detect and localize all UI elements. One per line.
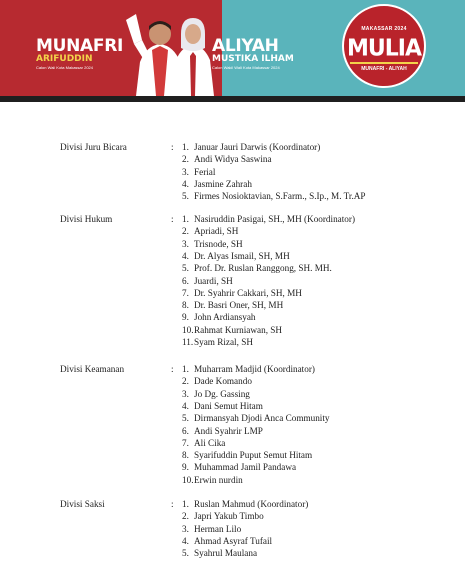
member-number: 7. (182, 287, 189, 298)
member-name: Jo Dg. Gassing (194, 388, 250, 399)
candidate1-role: Calon Wali Kota Makassar 2024 (36, 65, 93, 70)
member-number: 3. (182, 166, 189, 177)
member-number: 10. (182, 474, 194, 485)
candidate2-role: Calon Wakil Wali Kota Makassar 2024 (212, 65, 280, 70)
division-name: Divisi Saksi (60, 499, 105, 509)
candidate1-last-name: ARIFUDDIN (36, 54, 93, 64)
member-number: 9. (182, 462, 189, 473)
member-number: 3. (182, 388, 189, 399)
member-name: Dade Komando (194, 376, 252, 387)
candidate1-first-name: MUNAFRI (36, 36, 124, 56)
member-number: 10. (182, 324, 194, 335)
division-name: Divisi Juru Bicara (60, 142, 127, 152)
member-name: Muhammad Jamil Pandawa (194, 462, 297, 473)
member-number: 1. (182, 214, 189, 224)
member-name: Trisnode, SH (194, 238, 243, 249)
division-name: Divisi Keamanan (60, 364, 125, 374)
member-number: 8. (182, 450, 189, 461)
member-name: Ferial (194, 166, 216, 177)
member-name: Japri Yakub Timbo (194, 511, 264, 522)
candidate2-first-name: ALIYAH (212, 36, 279, 56)
member-number: 6. (182, 425, 189, 436)
member-name: Ruslan Mahmud (Koordinator) (194, 499, 309, 509)
member-name: Dirmansyah Djodi Anca Community (194, 413, 330, 424)
member-name: Andi Widya Saswina (194, 154, 272, 165)
member-name: Syam Rizal, SH (194, 337, 253, 347)
member-name: Andi Syahrir LMP (194, 425, 263, 436)
division-colon: : (171, 499, 174, 509)
member-number: 5. (182, 548, 189, 559)
member-name: Dr. Basri Oner, SH, MH (194, 300, 284, 311)
member-number: 5. (182, 263, 189, 274)
member-name: Syarifuddin Puput Semut Hitam (194, 450, 313, 461)
member-number: 11. (182, 337, 194, 347)
member-name: Rahmat Kurniawan, SH (194, 324, 283, 335)
member-name: Firmes Nosioktavian, S.Farm., S.Ip., M. Tr.AP (194, 191, 366, 202)
member-number: 3. (182, 238, 189, 249)
member-number: 8. (182, 300, 189, 311)
member-name: Dr. Alyas Ismail, SH, MH (194, 250, 290, 261)
member-name: Erwin nurdin (194, 474, 243, 485)
member-number: 7. (182, 437, 189, 448)
member-name: Prof. Dr. Ruslan Ranggong, SH. MH. (194, 263, 332, 274)
member-number: 1. (182, 142, 189, 152)
member-number: 4. (182, 178, 189, 189)
member-name: Apriadi, SH (194, 226, 239, 237)
member-name: Ahmad Asyraf Tufail (194, 535, 273, 546)
member-number: 2. (182, 511, 189, 522)
logo-word: MULIA (347, 35, 421, 62)
member-number: 9. (182, 312, 189, 323)
member-number: 5. (182, 191, 189, 202)
member-name: Juardi, SH (194, 275, 233, 286)
member-number: 6. (182, 275, 189, 286)
member-number: 4. (182, 400, 189, 411)
division-name: Divisi Hukum (60, 214, 113, 224)
member-number: 3. (182, 523, 189, 534)
member-number: 1. (182, 499, 189, 509)
member-number: 2. (182, 376, 189, 387)
member-number: 2. (182, 154, 189, 165)
member-name: Muharram Madjid (Koordinator) (194, 364, 315, 374)
member-name: Herman Lilo (194, 523, 242, 534)
division-colon: : (171, 142, 174, 152)
member-name: Jasmine Zahrah (194, 178, 252, 189)
member-number: 2. (182, 226, 189, 237)
division-colon: : (171, 214, 174, 224)
logo-top-text: MAKASSAR 2024 (361, 26, 407, 32)
member-name: Dani Semut Hitam (194, 400, 263, 411)
member-number: 5. (182, 413, 189, 424)
member-name: Ali Cika (194, 437, 226, 448)
member-name: Dr. Syahrir Cakkari, SH, MH (194, 287, 302, 298)
member-name: Januar Jauri Darwis (Koordinator) (194, 142, 321, 152)
logo-sub-text: MUNAFRI - ALIYAH (361, 66, 407, 72)
member-name: Nasiruddin Pasigai, SH., MH (Koordinator) (194, 214, 356, 224)
member-number: 4. (182, 250, 189, 261)
member-number: 4. (182, 535, 189, 546)
member-name: Syahrul Maulana (194, 548, 258, 559)
member-name: John Ardiansyah (194, 312, 256, 323)
division-colon: : (171, 364, 174, 374)
member-number: 1. (182, 364, 189, 374)
candidate2-last-name: MUSTIKA ILHAM (212, 54, 294, 64)
